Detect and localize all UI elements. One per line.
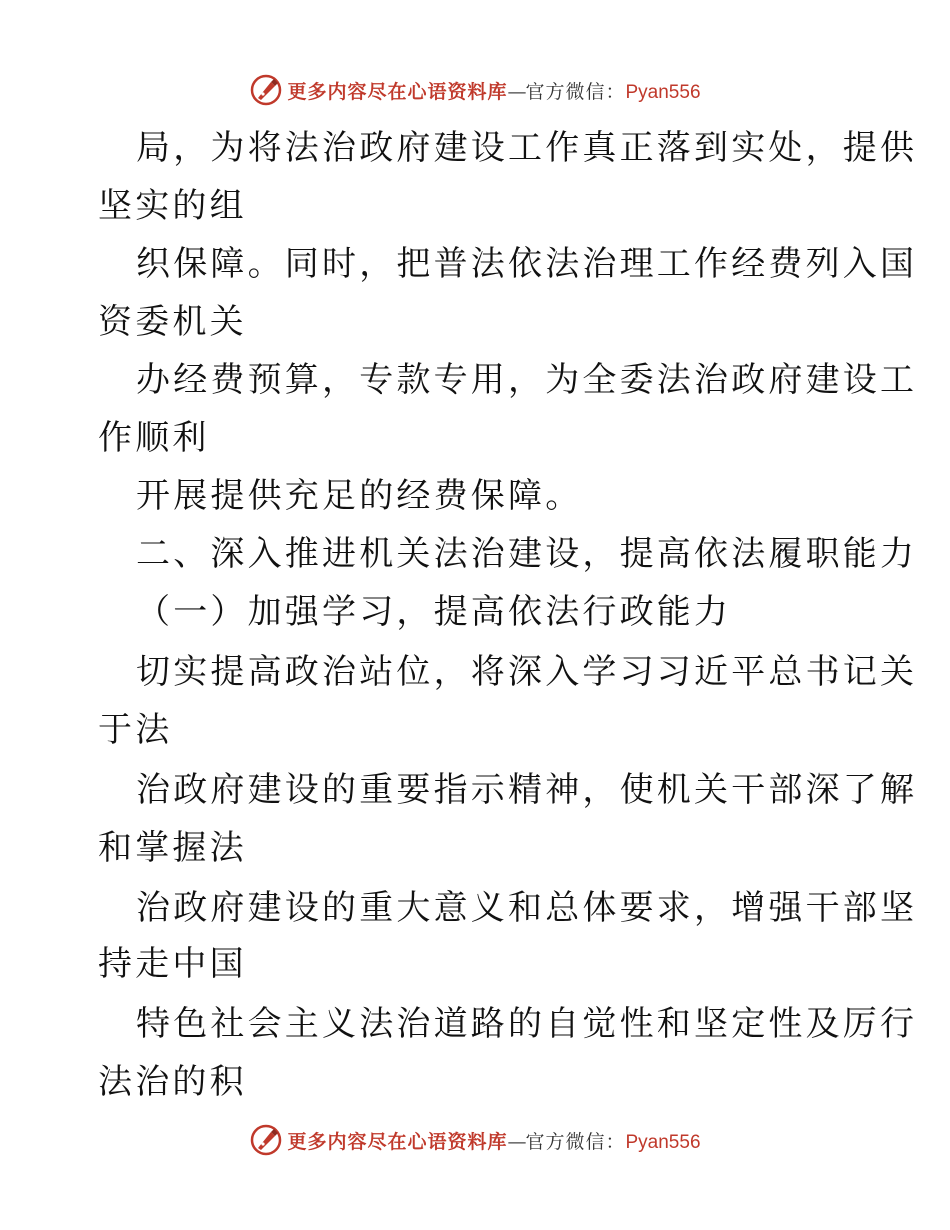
header-banner <box>0 70 950 110</box>
paragraph-line: 切实提高政治站位，将深入学习习近平总书记关 <box>136 652 918 692</box>
paragraph-line: 办经费预算，专款专用，为全委法治政府建设工 <box>136 360 918 400</box>
paragraph-line: 资委机关 <box>98 302 247 342</box>
banner-wechat-label: 官方微信： <box>525 1130 626 1153</box>
banner-brand: 更多内容尽在心语资料库 <box>287 80 508 103</box>
banner-text <box>287 77 700 104</box>
footer-banner <box>0 1120 950 1160</box>
paragraph-line: 特色社会主义法治道路的自觉性和坚定性及厉行 <box>136 1004 918 1044</box>
subsection-heading: （一）加强学习，提高依法行政能力 <box>136 592 732 632</box>
paragraph-line: 治政府建设的重大意义和总体要求，增强干部坚 <box>136 888 918 928</box>
pen-nib-logo-icon <box>249 1123 283 1157</box>
paragraph-line: 坚实的组 <box>98 186 247 226</box>
paragraph-line: 持走中国 <box>98 944 247 984</box>
banner-text <box>287 1127 700 1154</box>
banner-wechat-id: Pyan556 <box>625 1131 701 1153</box>
paragraph-line: 织保障。同时，把普法依法治理工作经费列入国 <box>136 244 918 284</box>
paragraph-line: 局，为将法治政府建设工作真正落到实处，提供 <box>136 128 918 168</box>
paragraph-line: 治政府建设的重要指示精神，使机关干部深了解 <box>136 770 918 810</box>
banner-wechat-label: 官方微信： <box>525 80 626 103</box>
banner-separator: — <box>507 80 526 103</box>
paragraph-line: 作顺利 <box>98 418 210 458</box>
pen-nib-logo-icon <box>249 73 283 107</box>
banner-wechat-id: Pyan556 <box>625 81 701 103</box>
banner-brand: 更多内容尽在心语资料库 <box>287 1130 508 1153</box>
paragraph-line: 和掌握法 <box>98 828 247 868</box>
paragraph-line: 开展提供充足的经费保障。 <box>136 476 583 516</box>
section-heading: 二、深入推进机关法治建设，提高依法履职能力 <box>136 534 918 574</box>
paragraph-line: 于法 <box>98 710 173 750</box>
paragraph-line: 法治的积 <box>98 1062 247 1102</box>
banner-separator: — <box>507 1130 526 1153</box>
